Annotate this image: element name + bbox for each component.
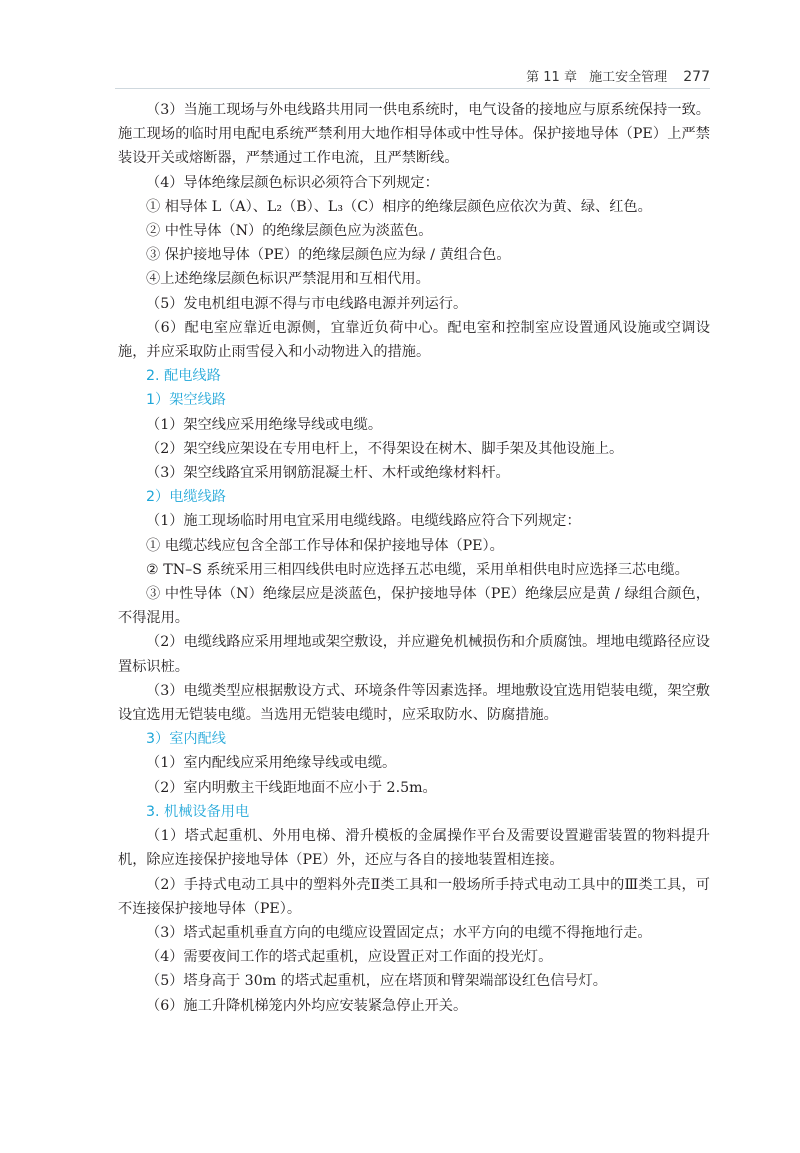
page-header <box>0 0 800 92</box>
paragraph: （1）塔式起重机、外用电梯、滑升模板的金属操作平台及需要设置避雷装置的物料提升机，除应连接保护接地导体（PE）外，还应与各自的接地装置相连接。 <box>118 828 710 869</box>
page-number: 277 <box>683 69 710 85</box>
paragraph: （4）导体绝缘层颜色标识必须符合下列规定： <box>146 174 439 191</box>
paragraph: （1）架空线应采用绝缘导线或电缆。 <box>146 416 383 433</box>
section-heading: 2）电缆线路 <box>146 489 226 506</box>
paragraph: （3）塔式起重机垂直方向的电缆应设置固定点；水平方向的电缆不得拖地行走。 <box>146 924 652 941</box>
section-heading: 1）架空线路 <box>146 392 226 409</box>
paragraph: ② 中性导体（N）的绝缘层颜色应为淡蓝色。 <box>146 223 433 240</box>
paragraph: ① 相导体 L（A）、L₂（B）、L₃（C）相序的绝缘层颜色应依次为黄、绿、红色。 <box>146 198 652 215</box>
paragraph: （1）室内配线应采用绝缘导线或电缆。 <box>146 755 397 772</box>
paragraph: ① 电缆芯线应包含全部工作导体和保护接地导体（PE）。 <box>146 537 504 554</box>
paragraph: （3）当施工现场与外电线路共用同一供电系统时，电气设备的接地应与原系统保持一致。施工现场的临时用电配电系统严禁利用大地作相导体或中性导体。保护接地导体（PE）上严禁装设开关或熔断器，严禁通过工作电流，且严禁断线。 <box>118 102 710 167</box>
section-heading: 2. 配电线路 <box>146 368 221 385</box>
paragraph: （2）架空线应架设在专用电杆上，不得架设在树木、脚手架及其他设施上。 <box>146 440 624 457</box>
paragraph: ③ 保护接地导体（PE）的绝缘层颜色应为绿 / 黄组合色。 <box>146 247 511 264</box>
paragraph: （1）施工现场临时用电宜采用电缆线路。电缆线路应符合下列规定： <box>146 513 581 530</box>
paragraph: （6）配电室应靠近电源侧，宜靠近负荷中心。配电室和控制室应设置通风设施或空调设施，并应采取防止雨雪侵入和小动物进入的措施。 <box>118 319 710 361</box>
section-heading: 3）室内配线 <box>146 731 226 748</box>
paragraph: ② TN–S 系统采用三相四线供电时应选择五芯电缆，采用单相供电时应选择三芯电缆。 <box>146 561 689 578</box>
chapter-title: 施工安全管理 <box>589 70 668 85</box>
paragraph: （6）施工升降机梯笼内外均应安装紧急停止开关。 <box>146 997 468 1014</box>
paragraph: （3）电缆类型应根据敷设方式、环境条件等因素选择。埋地敷设宜选用铠装电缆，架空敷设宜选用无铠装电缆。当选用无铠装电缆时，应采取防水、防腐措施。 <box>118 682 710 724</box>
paragraph: ④上述绝缘层颜色标识严禁混用和互相代用。 <box>146 271 430 288</box>
paragraph: ③ 中性导体（N）绝缘层应是淡蓝色，保护接地导体（PE）绝缘层应是黄 / 绿组合颜色，不得混用。 <box>118 586 710 627</box>
paragraph: （2）室内明敷主干线距地面不应小于 2.5m。 <box>146 779 437 796</box>
paragraph: （2）电缆线路应采用埋地或架空敷设，并应避免机械损伤和介质腐蚀。埋地电缆路径应设置标识桩。 <box>118 634 710 675</box>
paragraph: （5）塔身高于 30m 的塔式起重机，应在塔顶和臂架端部设红色信号灯。 <box>146 973 607 990</box>
header-rule <box>115 88 710 89</box>
paragraph: （4）需要夜间工作的塔式起重机，应设置正对工作面的投光灯。 <box>146 949 553 966</box>
section-heading: 3. 机械设备用电 <box>146 803 250 820</box>
page-body <box>118 98 710 1018</box>
paragraph: （2）手持式电动工具中的塑料外壳Ⅱ类工具和一般场所手持式电动工具中的Ⅲ类工具，可不连接保护接地导体（PE）。 <box>118 876 710 917</box>
chapter-label: 第 11 章 <box>526 70 577 85</box>
paragraph: （5）发电机组电源不得与市电线路电源并列运行。 <box>146 295 468 312</box>
running-head <box>526 66 710 85</box>
paragraph: （3）架空线路宜采用钢筋混凝土杆、木杆或绝缘材料杆。 <box>146 465 510 482</box>
